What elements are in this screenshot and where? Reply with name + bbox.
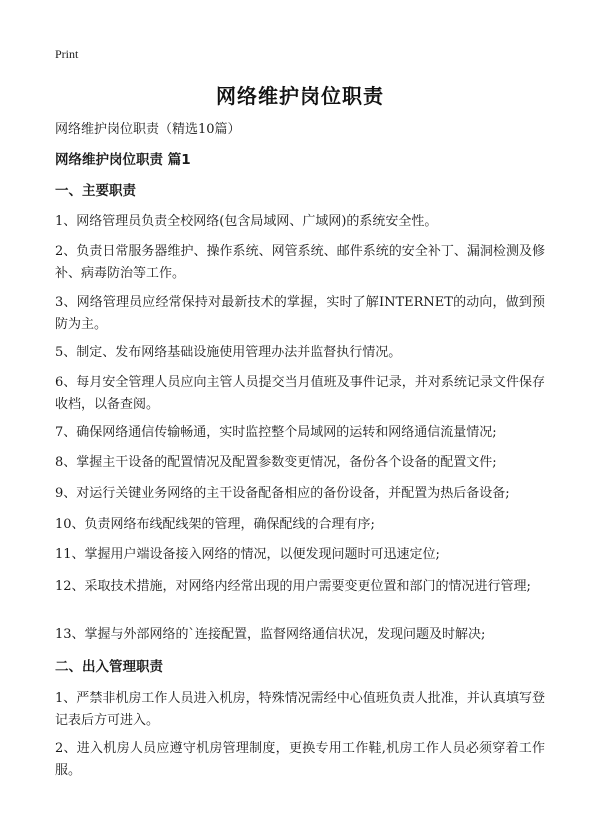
duty-item: 8、掌握主干设备的配置情况及配置参数变更情况，备份各个设备的配置文件; [55, 455, 497, 470]
section-heading-main-duties: 一、主要职责 [55, 183, 136, 199]
duty-item: 13、掌握与外部网络的`连接配置，监督网络通信状况，发现问题及时解决; [55, 627, 486, 642]
duty-item: 7、确保网络通信传输畅通，实时监控整个局域网的运转和网络通信流量情况; [55, 425, 497, 440]
document-subtitle: 网络维护岗位职责（精选10篇） [55, 122, 241, 137]
section-heading-access-duties: 二、出入管理职责 [55, 659, 163, 675]
duty-item: 9、对运行关键业务网络的主干设备配备相应的备份设备，并配置为热后备设备; [55, 486, 510, 501]
duty-item: 1、网络管理员负责全校网络(包含局域网、广域网)的系统安全性。 [55, 214, 438, 229]
duty-item: 2、负责日常服务器维护、操作系统、网管系统、邮件系统的安全补丁、漏洞检测及修补、病毒防治等工作。 [55, 244, 545, 281]
access-item: 1、严禁非机房工作人员进入机房，特殊情况需经中心值班负责人批准，并认真填写登记表后方可进入。 [55, 691, 545, 728]
duty-item: 11、掌握用户端设备接入网络的情况，以便发现问题时可迅速定位; [55, 547, 440, 562]
access-item: 2、进入机房人员应遵守机房管理制度，更换专用工作鞋,机房工作人员必须穿着工作服。 [55, 741, 545, 778]
print-label: Print [55, 47, 79, 61]
article-heading: 网络维护岗位职责 篇1 [55, 152, 191, 168]
duty-item: 3、网络管理员应经常保持对最新技术的掌握，实时了解INTERNET的动向，做到预防为主。 [55, 295, 545, 332]
duty-item: 6、每月安全管理人员应向主管人员提交当月值班及事件记录，并对系统记录文件保存收档，以备查阅。 [55, 375, 545, 412]
duty-item: 5、制定、发布网络基础设施使用管理办法并监督执行情况。 [55, 345, 402, 360]
duty-item: 12、采取技术措施，对网络内经常出现的用户需要变更位置和部门的情况进行管理; [55, 579, 531, 594]
document-title: 网络维护岗位职责 [216, 84, 384, 108]
duty-item: 10、负责网络布线配线架的管理，确保配线的合理有序; [55, 517, 375, 532]
